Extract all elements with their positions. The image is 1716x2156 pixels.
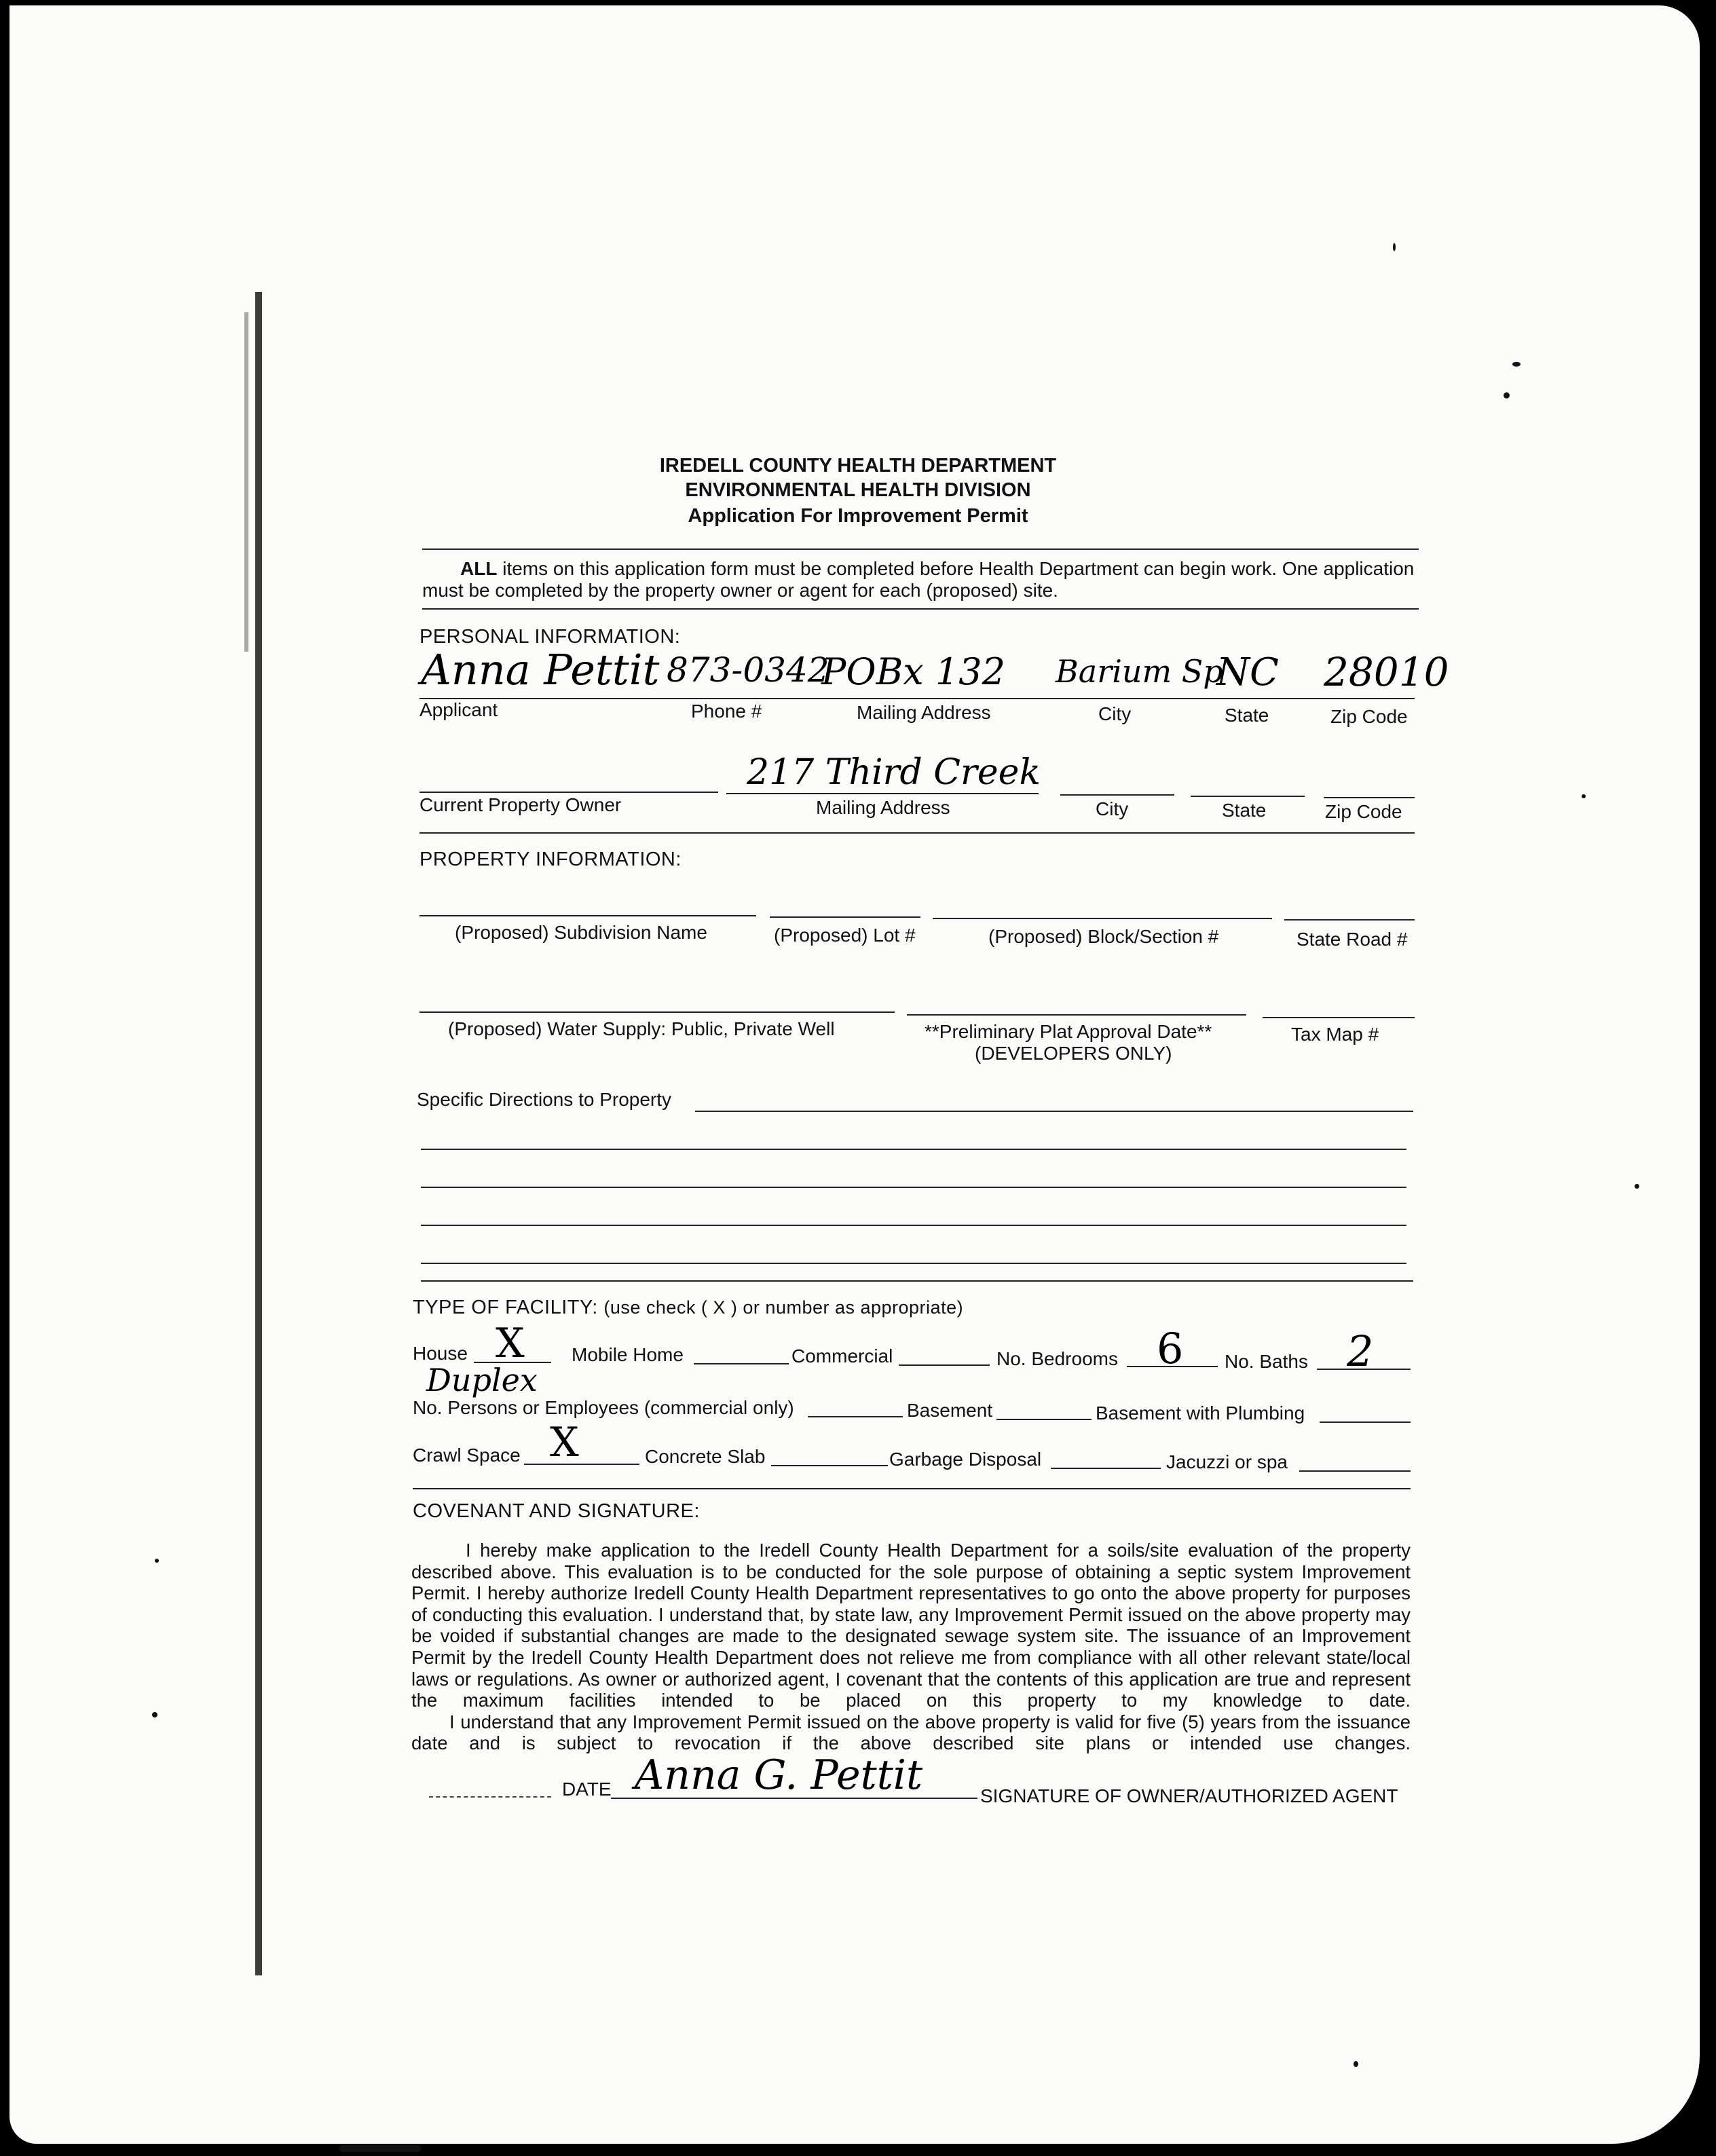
intro-bold-lead: ALL	[460, 558, 498, 579]
signature-value[interactable]: Anna G. Pettit	[635, 1751, 923, 1799]
applicant-underline	[419, 698, 1415, 699]
owner-state-label: State	[1222, 800, 1267, 821]
concrete-slab-label: Concrete Slab	[645, 1446, 766, 1467]
mailing-address-label: Mailing Address	[857, 702, 991, 723]
jacuzzi-label: Jacuzzi or spa	[1166, 1451, 1288, 1472]
state-road-underline	[1284, 919, 1415, 921]
covenant-paragraph-1: I hereby make application to the Iredell County Health Department for a soils/site evaluation of the property described above. This evaluation is to be conducted for the sole purpose of obtaining a septic system Improvement Permit. I hereby authorize Iredell County Health Department representatives to go onto the above property for purposes of conducting this evaluation. I understand that, by state law, any Improvement Permit issued on the above property may be voided if substantial changes are made to the designated sewage system site. The issuance of an Improvement Permit by the Iredell County Health Department does not relieve me from compliance with all other relevant state/local laws or regulations. As owner or authorized agent, I covenant that the contents of this application are true and represent the maximum facilities intended to be placed on this property to my knowledge to date.	[411, 1540, 1411, 1711]
paper-sheet	[10, 5, 1700, 2144]
persons-label: No. Persons or Employees (commercial only)	[413, 1397, 794, 1418]
directions-label: Specific Directions to Property	[417, 1089, 672, 1110]
developers-only-label: (DEVELOPERS ONLY)	[975, 1043, 1172, 1064]
crawl-space-label: Crawl Space	[413, 1445, 521, 1466]
mobile-home-underline[interactable]	[694, 1363, 789, 1364]
concrete-slab-underline[interactable]	[771, 1465, 888, 1466]
block-label: (Proposed) Block/Section #	[988, 926, 1219, 947]
covenant-paragraph-2: I understand that any Improvement Permit issued on the above property is valid for five (5) years from the issuance date and is subject to revocation if the above described site plans or intended use changes.	[411, 1711, 1411, 1754]
phone-label: Phone #	[691, 701, 762, 722]
personal-info-heading: PERSONAL INFORMATION:	[419, 626, 681, 648]
owner-mailing-address-value[interactable]: 217 Third Creek	[747, 752, 1041, 793]
form-title: Application For Improvement Permit	[688, 505, 1028, 527]
crawl-space-underline	[524, 1464, 639, 1465]
scan-speck	[152, 1712, 157, 1717]
covenant-text	[411, 1540, 1411, 1754]
scan-speck	[1512, 362, 1521, 367]
directions-line[interactable]	[421, 1263, 1406, 1264]
state-road-label: State Road #	[1297, 929, 1408, 950]
intro-line2: must be completed by the property owner or agent for each (proposed) site.	[422, 580, 1058, 601]
owner-zip-label: Zip Code	[1325, 801, 1402, 822]
divider	[413, 1488, 1411, 1489]
facility-instruction: (use check ( X ) or number as appropriate)	[603, 1297, 964, 1318]
state-label: State	[1225, 705, 1269, 726]
garbage-disposal-label: Garbage Disposal	[889, 1449, 1042, 1470]
city-value[interactable]: Barium Sp	[1056, 653, 1223, 690]
divider	[419, 832, 1415, 834]
mobile-home-label: Mobile Home	[572, 1344, 684, 1365]
tax-map-underline	[1263, 1017, 1415, 1018]
water-supply-label: (Proposed) Water Supply: Public, Private Well	[448, 1018, 835, 1039]
facility-heading	[413, 1297, 963, 1319]
covenant-heading: COVENANT AND SIGNATURE:	[413, 1500, 700, 1522]
directions-line[interactable]	[421, 1187, 1406, 1188]
facility-heading-text: TYPE OF FACILITY:	[413, 1297, 598, 1318]
applicant-value[interactable]: Anna Pettit	[421, 645, 660, 694]
tax-map-label: Tax Map #	[1291, 1024, 1379, 1045]
division-title: ENVIRONMENTAL HEALTH DIVISION	[685, 479, 1031, 501]
commercial-label: Commercial	[791, 1345, 893, 1367]
bedrooms-value[interactable]: 6	[1157, 1324, 1184, 1373]
jacuzzi-underline[interactable]	[1299, 1470, 1411, 1472]
plat-approval-label: **Preliminary Plat Approval Date**	[925, 1021, 1212, 1042]
lot-label: (Proposed) Lot #	[774, 925, 916, 946]
divider	[422, 549, 1419, 550]
owner-city-underline	[1060, 794, 1174, 796]
directions-line[interactable]	[695, 1111, 1413, 1112]
basement-plumbing-underline[interactable]	[1320, 1421, 1411, 1423]
basement-plumbing-label: Basement with Plumbing	[1096, 1402, 1305, 1424]
binding-shadow	[255, 292, 262, 1975]
water-supply-underline	[419, 1011, 895, 1013]
zip-value[interactable]: 28010	[1324, 649, 1449, 695]
phone-value[interactable]: 873-0342	[667, 650, 829, 690]
directions-line[interactable]	[421, 1225, 1406, 1226]
owner-mailing-address-label: Mailing Address	[816, 797, 950, 818]
subdivision-label: (Proposed) Subdivision Name	[455, 922, 707, 943]
block-underline	[933, 918, 1272, 919]
department-title: IREDELL COUNTY HEALTH DEPARTMENT	[659, 455, 1057, 477]
owner-address-underline	[726, 793, 1039, 794]
mailing-address-value[interactable]: POBx 132	[821, 650, 1005, 693]
persons-underline[interactable]	[808, 1416, 903, 1417]
divider	[421, 1280, 1413, 1282]
city-label: City	[1098, 703, 1132, 724]
baths-label: No. Baths	[1225, 1351, 1308, 1372]
subdivision-underline	[419, 915, 756, 916]
scan-speck	[155, 1559, 159, 1563]
house-check-value[interactable]: X	[496, 1320, 525, 1367]
intro-line1	[460, 558, 1414, 580]
scan-speck	[1393, 243, 1396, 251]
owner-underline	[419, 792, 718, 793]
zip-label: Zip Code	[1330, 706, 1408, 727]
house-note-value[interactable]: Duplex	[426, 1362, 538, 1398]
bedrooms-label: No. Bedrooms	[996, 1348, 1118, 1369]
owner-zip-underline	[1324, 797, 1415, 798]
owner-city-label: City	[1096, 798, 1129, 819]
commercial-underline[interactable]	[899, 1364, 990, 1366]
applicant-label: Applicant	[419, 699, 498, 720]
signature-label: SIGNATURE OF OWNER/AUTHORIZED AGENT	[980, 1785, 1398, 1806]
scan-speck	[1354, 2061, 1358, 2067]
state-value[interactable]: NC	[1216, 650, 1279, 694]
scan-speck	[1504, 392, 1510, 398]
property-info-heading: PROPERTY INFORMATION:	[419, 849, 682, 870]
owner-label: Current Property Owner	[419, 794, 622, 815]
crawl-space-value[interactable]: X	[550, 1419, 579, 1466]
date-label: DATE	[562, 1779, 612, 1800]
baths-value[interactable]: 2	[1347, 1326, 1374, 1376]
directions-line[interactable]	[421, 1149, 1406, 1150]
scan-speck	[1582, 794, 1586, 798]
plat-approval-underline	[907, 1014, 1246, 1016]
owner-state-underline	[1191, 796, 1305, 797]
basement-label: Basement	[907, 1400, 993, 1421]
scan-speck	[1635, 1184, 1639, 1189]
divider	[422, 608, 1419, 610]
intro-line1-text: items on this application form must be completed before Health Department can begin work. One application	[502, 558, 1415, 579]
house-label: House	[413, 1343, 468, 1364]
scan-smudge	[339, 2145, 421, 2152]
garbage-disposal-underline[interactable]	[1051, 1468, 1161, 1469]
lot-underline	[770, 916, 920, 918]
date-line[interactable]	[429, 1796, 551, 1798]
basement-underline[interactable]	[996, 1419, 1092, 1420]
